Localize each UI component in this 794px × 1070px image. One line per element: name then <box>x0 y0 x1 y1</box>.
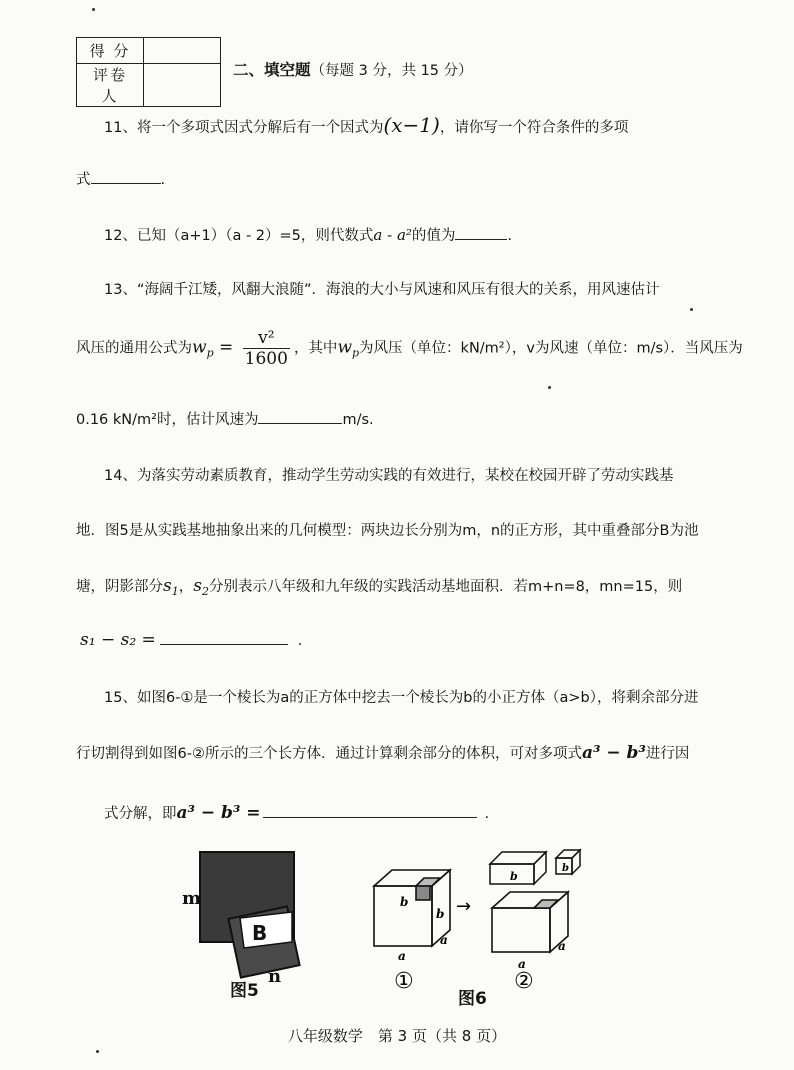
q12-text: 12、已知（a+1）（a - 2）=5，则代数式 <box>104 228 374 244</box>
q14-comma: ， <box>178 579 194 595</box>
q11-line2 <box>76 168 165 189</box>
fig5-caption: 图5 <box>230 981 259 1001</box>
section-note: （每题 3 分，共 15 分） <box>310 63 473 79</box>
figure-6 <box>368 842 590 992</box>
page-footer: 八年级数学 第 3 页（共 8 页） <box>287 1027 507 1045</box>
score-table <box>76 37 221 107</box>
q15-line3 <box>104 802 489 823</box>
q14-line4 <box>80 630 302 650</box>
q13-line1: 13、“海阔千江矮，风翻大浪随”．海浪的大小与风速和风压有很大的关系，用风速估计 <box>104 282 660 298</box>
q11-text: 11、将一个多项式因式分解后有一个因式为 <box>104 120 384 136</box>
scan-speck <box>690 308 693 311</box>
q12-text-b: 的值为 <box>411 228 456 244</box>
q13-text-c: 为风压（单位：kN/m²），v为风速（单位：m/s）．当风压为 <box>359 340 743 357</box>
q13-equals: = <box>213 337 239 358</box>
q14-line1: 14、为落实劳动素质教育，推动学生劳动实践的有效进行，某校在校园开辟了劳动实践基 <box>104 468 674 484</box>
q13-text: 风压的通用公式为 <box>76 340 192 357</box>
fig6-label-a2: a <box>440 933 448 947</box>
q14-s2: s <box>193 576 202 596</box>
q13-line2 <box>76 328 743 369</box>
grader-row <box>77 64 221 107</box>
fig6-circle-2: ② <box>514 969 534 992</box>
q14-s2-sub: 2 <box>201 584 209 598</box>
fig6-label-b1: b <box>400 895 409 909</box>
fig6-circle-1: ① <box>394 969 414 992</box>
fig6-label-a3: a <box>518 957 526 971</box>
section-heading <box>233 58 473 80</box>
q15-text-c: 式分解，即 <box>104 806 177 822</box>
fig5-label-b: B <box>252 921 268 945</box>
q14-expr: s₁ − s₂ = <box>80 630 156 650</box>
fig5-label-m: m <box>182 888 202 909</box>
scan-speck <box>92 8 95 11</box>
fig6-cube-2 <box>492 892 568 952</box>
grader-label: 评卷人 <box>77 64 144 107</box>
q11-answer-blank[interactable] <box>91 169 161 184</box>
scan-speck <box>96 1050 99 1053</box>
q12-expr: a - a² <box>373 226 412 244</box>
q14-s1-sub: 1 <box>171 584 179 598</box>
score-label: 得 分 <box>77 38 144 64</box>
q13-fraction <box>243 328 290 369</box>
score-cell[interactable] <box>144 38 221 64</box>
fig6-label-a1: a <box>398 949 406 963</box>
q14-s1: s <box>163 576 172 596</box>
q14-text: 塘，阴影部分 <box>76 579 163 595</box>
q15-answer-blank[interactable] <box>263 803 477 818</box>
q15-expr-2: a³ − b³ = <box>176 803 261 823</box>
q13-frac-den: 1600 <box>244 349 288 369</box>
q13-wp2-sub: p <box>352 346 360 360</box>
fig6-arrow: → <box>456 896 472 917</box>
scan-speck <box>548 386 551 389</box>
fig5-label-n: n <box>268 966 282 987</box>
section-title: 二、填空题 <box>233 61 311 79</box>
q13-wp2: w <box>337 337 352 358</box>
fig6-caption: 图6 <box>458 989 487 1009</box>
q11-period: . <box>160 172 166 188</box>
q12-answer-blank[interactable] <box>455 225 507 240</box>
fig6-label-a4: a <box>558 939 566 953</box>
q15-expr: a³ − b³ <box>581 743 646 763</box>
q15-line1: 15、如图6-①是一个棱长为a的正方体中挖去一个棱长为b的小正方体（a>b），将剩余部分进 <box>104 690 699 706</box>
q11-text-c: 式 <box>76 172 91 188</box>
q13-wp-sub: p <box>206 346 214 360</box>
q12-line <box>104 224 512 245</box>
q14-text-c: 分别表示八年级和九年级的实践活动基地面积．若m+n=8，mn=15，则 <box>208 579 683 595</box>
q13-answer-blank[interactable] <box>258 409 342 424</box>
q13-text-b: ，其中 <box>293 340 338 357</box>
score-row <box>77 38 221 64</box>
q13-wp: w <box>192 337 207 358</box>
q15-line2 <box>76 742 689 763</box>
q13-frac-num: v² <box>243 328 290 349</box>
fig6-label-b2: b <box>436 907 445 921</box>
q11-line1 <box>104 113 628 137</box>
fig6-piece-top <box>490 852 546 884</box>
q14-line3 <box>76 575 682 598</box>
q13-line3 <box>76 408 374 429</box>
q14-answer-blank[interactable] <box>160 630 288 645</box>
q11-factor: (x−1) <box>383 113 440 137</box>
q15-period: . <box>484 806 490 822</box>
fig6-label-b4: b <box>562 863 569 874</box>
q12-period: . <box>507 228 513 244</box>
q15-text-b: 进行因 <box>645 746 690 762</box>
fig6-label-b3: b <box>510 870 518 883</box>
q13-unit: m/s. <box>342 412 374 428</box>
q15-text: 行切割得到如图6-②所示的三个长方体．通过计算剩余部分的体积，可对多项式 <box>76 746 582 762</box>
q11-text-b: ，请你写一个符合条件的多项 <box>439 120 629 136</box>
q13-text-d: 0.16 kN/m²时，估计风速为 <box>76 412 259 428</box>
q14-line2: 地．图5是从实践基地抽象出来的几何模型：两块边长分别为m，n的正方形，其中重叠部分B为池 <box>76 523 699 539</box>
grader-cell[interactable] <box>144 64 221 107</box>
q14-period: . <box>297 633 303 649</box>
